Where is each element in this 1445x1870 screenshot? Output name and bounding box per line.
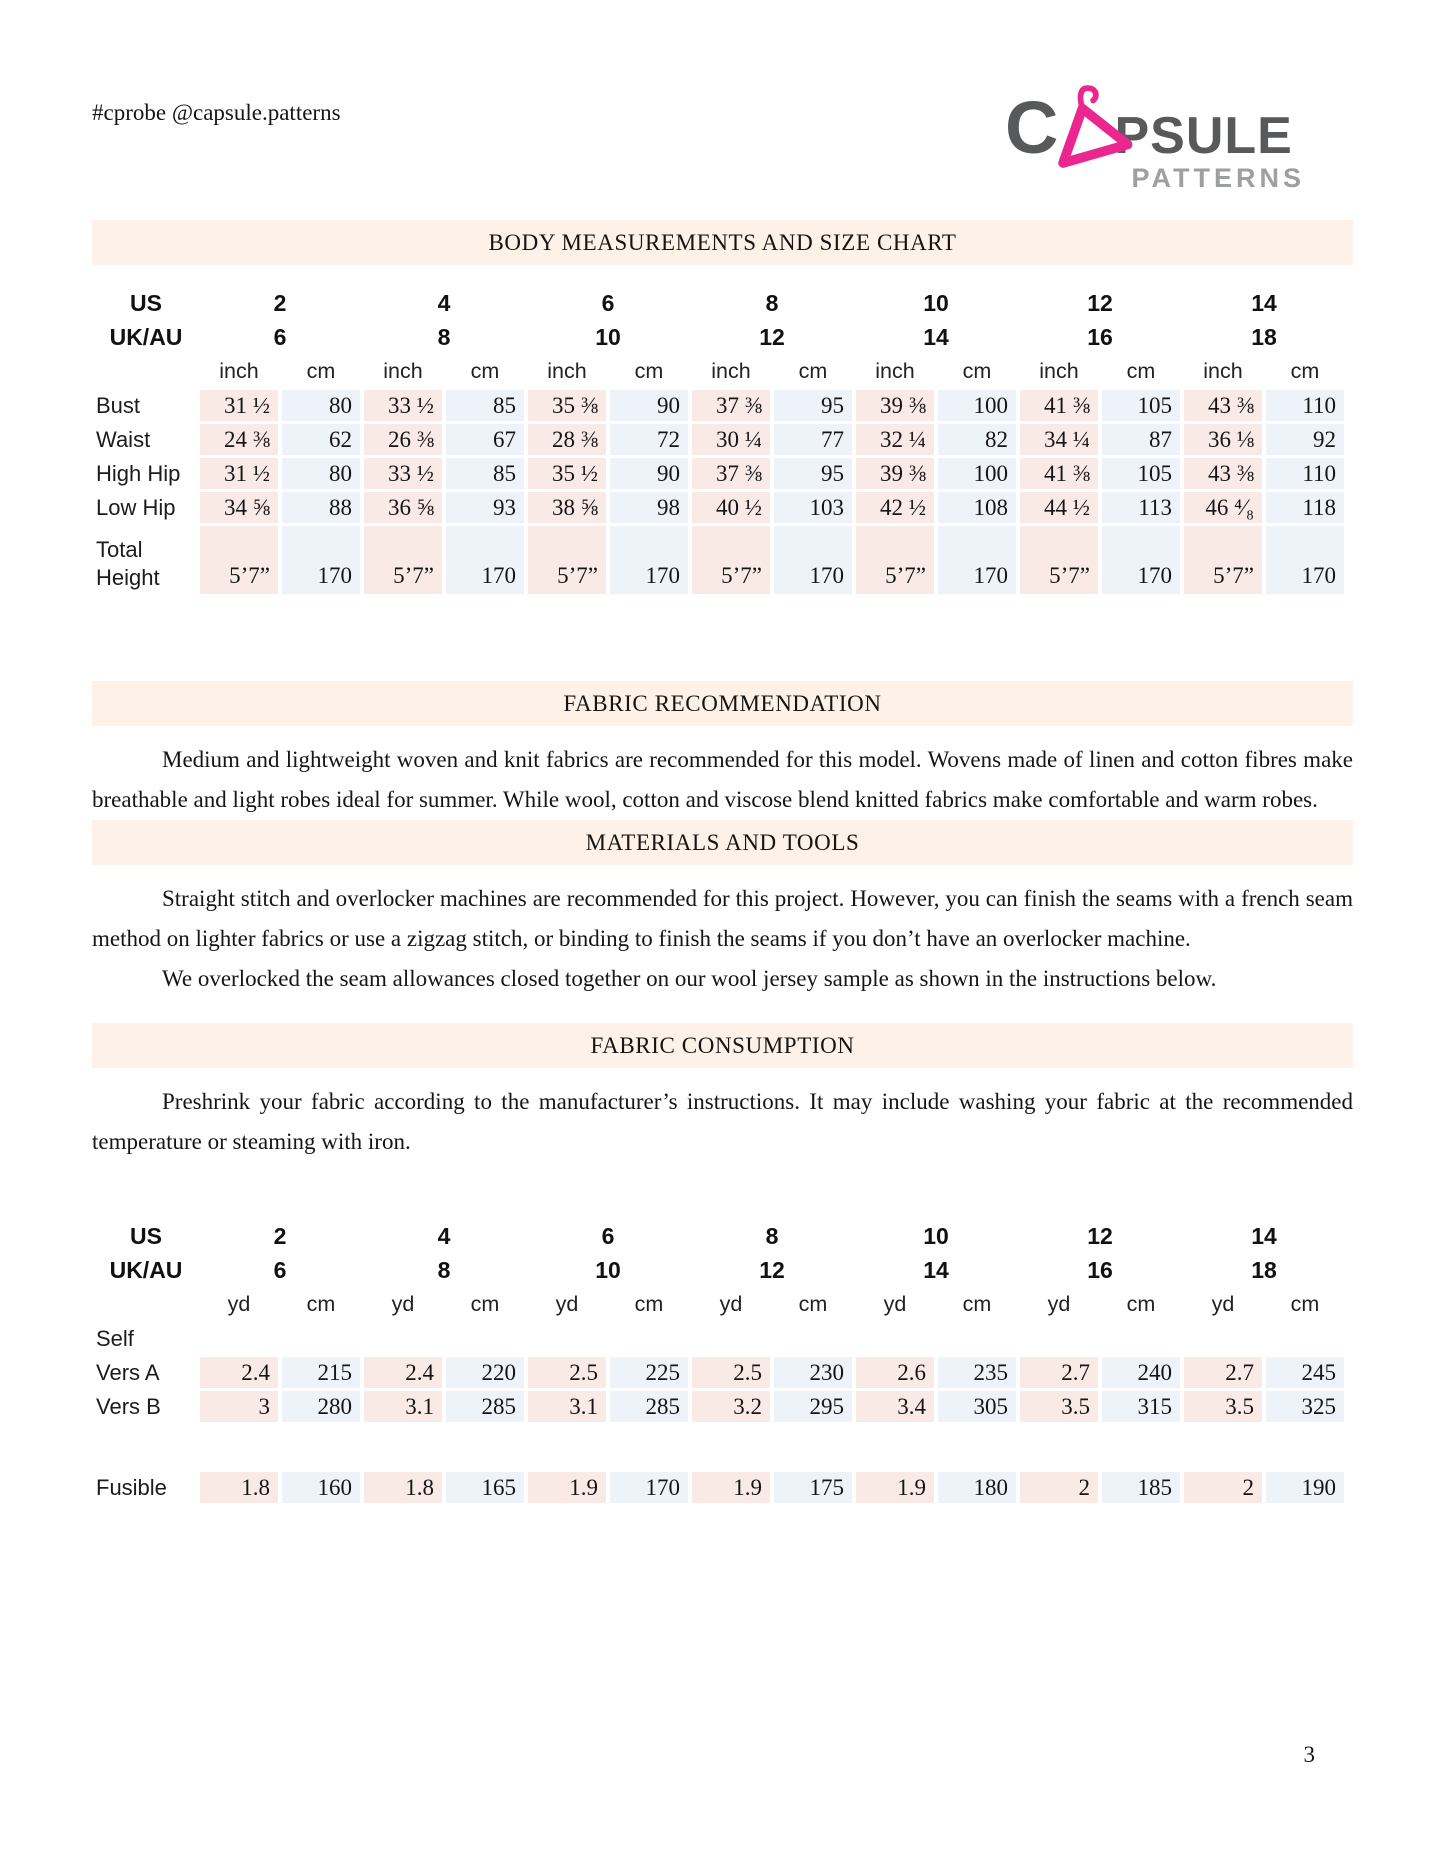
value-cell: 225 [610, 1357, 688, 1388]
value-cell: 67 [446, 424, 524, 455]
unit-header: cm [634, 1292, 664, 1316]
unit-header: cm [1126, 1292, 1156, 1316]
value-cell [1020, 1323, 1098, 1354]
unit-header: cm [798, 1292, 828, 1316]
value-cell: 5’7” [1184, 526, 1262, 594]
value-cell: 110 [1266, 458, 1344, 489]
value-cell: 92 [1266, 424, 1344, 455]
row-label: Bust [96, 392, 141, 418]
us-size: 2 [273, 1223, 287, 1249]
unit-header: inch [1039, 359, 1079, 383]
value-cell: 95 [774, 390, 852, 421]
ukau-size: 10 [595, 1257, 621, 1283]
page-number: 3 [1303, 1742, 1315, 1767]
value-cell: 95 [774, 458, 852, 489]
brand-logo [1005, 85, 1305, 194]
page-content [0, 220, 1445, 1506]
table-row [96, 424, 1344, 455]
us-size: 12 [1087, 1223, 1113, 1249]
value-cell: 1.9 [528, 1472, 606, 1503]
value-cell: 42 ½ [856, 492, 934, 523]
ukau-size: 14 [923, 324, 949, 350]
value-cell: 98 [610, 492, 688, 523]
materials-tools-text [92, 879, 1353, 999]
value-cell: 1.9 [856, 1472, 934, 1503]
table-row [96, 1425, 1344, 1469]
value-cell: 5’7” [856, 526, 934, 594]
value-cell: 3.5 [1184, 1391, 1262, 1422]
logo-letter-c: C [1005, 85, 1059, 169]
value-cell: 2.7 [1020, 1357, 1098, 1388]
value-cell: 77 [774, 424, 852, 455]
unit-header: inch [547, 359, 587, 383]
value-cell: 170 [1102, 526, 1180, 594]
value-cell: 80 [282, 390, 360, 421]
value-cell: 3.4 [856, 1391, 934, 1422]
fabric-recommendation-text [92, 740, 1353, 820]
value-cell: 43 ⅜ [1184, 390, 1262, 421]
unit-header: cm [1290, 1292, 1320, 1316]
row-label: Fusible [96, 1474, 167, 1500]
value-cell: 220 [446, 1357, 524, 1388]
unit-header: inch [383, 359, 423, 383]
value-cell: 5’7” [364, 526, 442, 594]
ukau-size: 8 [437, 1257, 451, 1283]
value-cell: 41 ⅜ [1020, 458, 1098, 489]
unit-header: yd [1047, 1292, 1071, 1316]
unit-header: cm [798, 359, 828, 383]
table-row [96, 1323, 1344, 1354]
value-cell [528, 1323, 606, 1354]
value-cell: 3.2 [692, 1391, 770, 1422]
table-row [96, 1357, 1344, 1388]
value-cell: 160 [282, 1472, 360, 1503]
unit-header: cm [470, 359, 500, 383]
value-cell: 190 [1266, 1472, 1344, 1503]
value-cell: 245 [1266, 1357, 1344, 1388]
value-cell: 30 ¼ [692, 424, 770, 455]
unit-header: cm [306, 359, 336, 383]
value-cell [446, 1323, 524, 1354]
us-size: 2 [273, 290, 287, 316]
value-cell [1184, 1323, 1262, 1354]
ukau-size: 14 [923, 1257, 949, 1283]
us-size: 4 [437, 1223, 451, 1249]
value-cell: 24 ⅜ [200, 424, 278, 455]
value-cell [610, 1323, 688, 1354]
unit-header: cm [634, 359, 664, 383]
ukau-size: 16 [1087, 324, 1113, 350]
value-cell: 118 [1266, 492, 1344, 523]
value-cell: 33 ½ [364, 458, 442, 489]
us-size: 8 [765, 290, 779, 316]
value-cell [364, 1323, 442, 1354]
value-cell: 93 [446, 492, 524, 523]
value-cell [282, 1323, 360, 1354]
value-cell: 325 [1266, 1391, 1344, 1422]
value-cell: 105 [1102, 390, 1180, 421]
us-size: 4 [437, 290, 451, 316]
logo-patterns-text: PATTERNS [1131, 163, 1305, 193]
ukau-size: 16 [1087, 1257, 1113, 1283]
value-cell: 33 ½ [364, 390, 442, 421]
unit-header: cm [962, 359, 992, 383]
value-cell: 1.8 [364, 1472, 442, 1503]
value-cell: 43 ⅜ [1184, 458, 1262, 489]
value-cell: 26 ⅜ [364, 424, 442, 455]
value-cell: 39 ⅜ [856, 458, 934, 489]
value-cell: 36 ⅛ [1184, 424, 1262, 455]
value-cell: 62 [282, 424, 360, 455]
value-cell: 35 ½ [528, 458, 606, 489]
value-cell [692, 1323, 770, 1354]
page-header [0, 0, 1445, 194]
unit-header: cm [1126, 359, 1156, 383]
value-cell: 2 [1184, 1472, 1262, 1503]
unit-header: yd [555, 1292, 579, 1316]
value-cell: 87 [1102, 424, 1180, 455]
unit-header: cm [470, 1292, 500, 1316]
value-cell: 305 [938, 1391, 1016, 1422]
value-cell: 80 [282, 458, 360, 489]
table-row [96, 390, 1344, 421]
value-cell: 180 [938, 1472, 1016, 1503]
table-row [96, 1472, 1344, 1503]
section-header-size-chart: BODY MEASUREMENTS AND SIZE CHART [92, 220, 1353, 265]
ukau-size: 8 [437, 324, 451, 350]
value-cell [938, 1323, 1016, 1354]
unit-header: yd [391, 1292, 415, 1316]
fabric-consumption-table [92, 1218, 1348, 1506]
ukau-size: 6 [273, 1257, 287, 1283]
value-cell: 295 [774, 1391, 852, 1422]
ukau-size: 12 [759, 1257, 785, 1283]
value-cell: 240 [1102, 1357, 1180, 1388]
value-cell: 175 [774, 1472, 852, 1503]
value-cell: 2.5 [692, 1357, 770, 1388]
value-cell: 170 [610, 526, 688, 594]
value-cell [774, 1323, 852, 1354]
unit-header: cm [962, 1292, 992, 1316]
empty-label [96, 356, 196, 387]
value-cell: 2.4 [364, 1357, 442, 1388]
value-cell: 108 [938, 492, 1016, 523]
value-cell: 3.5 [1020, 1391, 1098, 1422]
value-cell [856, 1323, 934, 1354]
value-cell: 230 [774, 1357, 852, 1388]
value-cell: 39 ⅜ [856, 390, 934, 421]
ukau-size: 18 [1251, 324, 1277, 350]
value-cell: 37 ⅜ [692, 458, 770, 489]
row-label: Low Hip [96, 494, 176, 520]
value-cell: 3.1 [364, 1391, 442, 1422]
value-cell: 235 [938, 1357, 1016, 1388]
value-cell: 5’7” [1020, 526, 1098, 594]
value-cell [1102, 1323, 1180, 1354]
value-cell: 113 [1102, 492, 1180, 523]
value-cell: 100 [938, 390, 1016, 421]
us-size: 6 [601, 1223, 615, 1249]
unit-header: yd [227, 1292, 251, 1316]
ukau-size: 6 [273, 324, 287, 350]
us-size: 8 [765, 1223, 779, 1249]
row-label: Total Height [96, 537, 160, 590]
value-cell: 2 [1020, 1472, 1098, 1503]
unit-header: yd [883, 1292, 907, 1316]
ukau-size: 10 [595, 324, 621, 350]
value-cell: 90 [610, 458, 688, 489]
value-cell: 72 [610, 424, 688, 455]
value-cell: 90 [610, 390, 688, 421]
value-cell: 31 ½ [200, 458, 278, 489]
spacer-cell [96, 1425, 1344, 1469]
value-cell: 28 ⅜ [528, 424, 606, 455]
value-cell: 88 [282, 492, 360, 523]
section-header-materials-tools: MATERIALS AND TOOLS [92, 820, 1353, 865]
value-cell: 2.4 [200, 1357, 278, 1388]
us-label: US [130, 290, 162, 316]
value-cell: 103 [774, 492, 852, 523]
unit-header: inch [219, 359, 259, 383]
value-cell: 285 [610, 1391, 688, 1422]
value-cell: 34 ¼ [1020, 424, 1098, 455]
value-cell: 170 [1266, 526, 1344, 594]
value-cell: 215 [282, 1357, 360, 1388]
value-cell: 105 [1102, 458, 1180, 489]
table-row [96, 526, 1344, 594]
value-cell: 2.7 [1184, 1357, 1262, 1388]
value-cell: 170 [774, 526, 852, 594]
value-cell: 5’7” [692, 526, 770, 594]
us-size: 6 [601, 290, 615, 316]
logo-wordmark [1005, 85, 1305, 169]
value-cell: 315 [1102, 1391, 1180, 1422]
value-cell: 170 [938, 526, 1016, 594]
body-measurements-table [92, 285, 1348, 597]
us-size: 14 [1251, 1223, 1277, 1249]
unit-header: inch [1203, 359, 1243, 383]
empty-label [96, 1289, 196, 1320]
value-cell: 110 [1266, 390, 1344, 421]
value-cell: 1.8 [200, 1472, 278, 1503]
row-label: High Hip [96, 460, 181, 486]
value-cell [1266, 1323, 1344, 1354]
value-cell: 35 ⅜ [528, 390, 606, 421]
section-header-fabric-recommendation: FABRIC RECOMMENDATION [92, 681, 1353, 726]
ukau-size: 12 [759, 324, 785, 350]
value-cell: 3 [200, 1391, 278, 1422]
value-cell: 165 [446, 1472, 524, 1503]
value-cell: 2.5 [528, 1357, 606, 1388]
paragraph: Straight stitch and overlocker machines are recommended for this project. However, you can finish the seams with a french seam method on lighter fabrics or use a zigzag stitch, or binding to finish the seams if you don’t have an overlocker machine. [92, 886, 1353, 951]
value-cell: 31 ½ [200, 390, 278, 421]
value-cell [200, 1323, 278, 1354]
value-cell: 44 ½ [1020, 492, 1098, 523]
us-size: 10 [923, 1223, 949, 1249]
value-cell: 170 [446, 526, 524, 594]
unit-header: inch [711, 359, 751, 383]
row-label: Waist [96, 426, 151, 452]
logo-psule-text: PSULE [1114, 107, 1293, 165]
value-cell: 85 [446, 458, 524, 489]
social-handle: #cprobe @capsule.patterns [92, 100, 341, 125]
section-header-fabric-consumption: FABRIC CONSUMPTION [92, 1023, 1353, 1068]
value-cell: 3.1 [528, 1391, 606, 1422]
us-size: 14 [1251, 290, 1277, 316]
paragraph: We overlocked the seam allowances closed together on our wool jersey sample as shown in the instructions below. [162, 966, 1217, 991]
value-cell: 82 [938, 424, 1016, 455]
us-size: 10 [923, 290, 949, 316]
unit-header: yd [719, 1292, 743, 1316]
hanger-icon [1041, 74, 1137, 170]
paragraph: Preshrink your fabric according to the manufacturer’s instructions. It may include washing your fabric at the recommended temperature or steaming with iron. [92, 1089, 1353, 1154]
us-size: 12 [1087, 290, 1113, 316]
unit-header: cm [306, 1292, 336, 1316]
us-label: US [130, 1223, 162, 1249]
value-cell: 5’7” [200, 526, 278, 594]
table-row [96, 492, 1344, 523]
value-cell: 40 ½ [692, 492, 770, 523]
ukau-label: UK/AU [109, 324, 183, 350]
value-cell: 32 ¼ [856, 424, 934, 455]
value-cell: 285 [446, 1391, 524, 1422]
value-cell: 5’7” [528, 526, 606, 594]
value-cell: 37 ⅜ [692, 390, 770, 421]
unit-header: cm [1290, 359, 1320, 383]
table-row [96, 458, 1344, 489]
value-cell: 100 [938, 458, 1016, 489]
value-cell: 185 [1102, 1472, 1180, 1503]
row-label: Vers A [96, 1359, 160, 1385]
value-cell: 36 ⅝ [364, 492, 442, 523]
row-label: Vers B [96, 1393, 161, 1419]
unit-header: inch [875, 359, 915, 383]
value-cell: 1.9 [692, 1472, 770, 1503]
fabric-consumption-text [92, 1082, 1353, 1162]
row-label: Self [96, 1325, 134, 1351]
value-cell: 170 [610, 1472, 688, 1503]
value-cell: 34 ⅝ [200, 492, 278, 523]
value-cell: 41 ⅜ [1020, 390, 1098, 421]
value-cell: 85 [446, 390, 524, 421]
table-row [96, 1391, 1344, 1422]
value-cell: 170 [282, 526, 360, 594]
value-cell: 46 ⁴⁄₈ [1184, 492, 1262, 523]
value-cell: 38 ⅝ [528, 492, 606, 523]
value-cell: 280 [282, 1391, 360, 1422]
value-cell: 2.6 [856, 1357, 934, 1388]
ukau-size: 18 [1251, 1257, 1277, 1283]
paragraph: Medium and lightweight woven and knit fabrics are recommended for this model. Wovens made of linen and cotton fibres make breathable and light robes ideal for summer. While wool, cotton and viscose blend knitted fabrics make comfortable and warm robes. [92, 747, 1353, 812]
ukau-label: UK/AU [109, 1257, 183, 1283]
unit-header: yd [1211, 1292, 1235, 1316]
